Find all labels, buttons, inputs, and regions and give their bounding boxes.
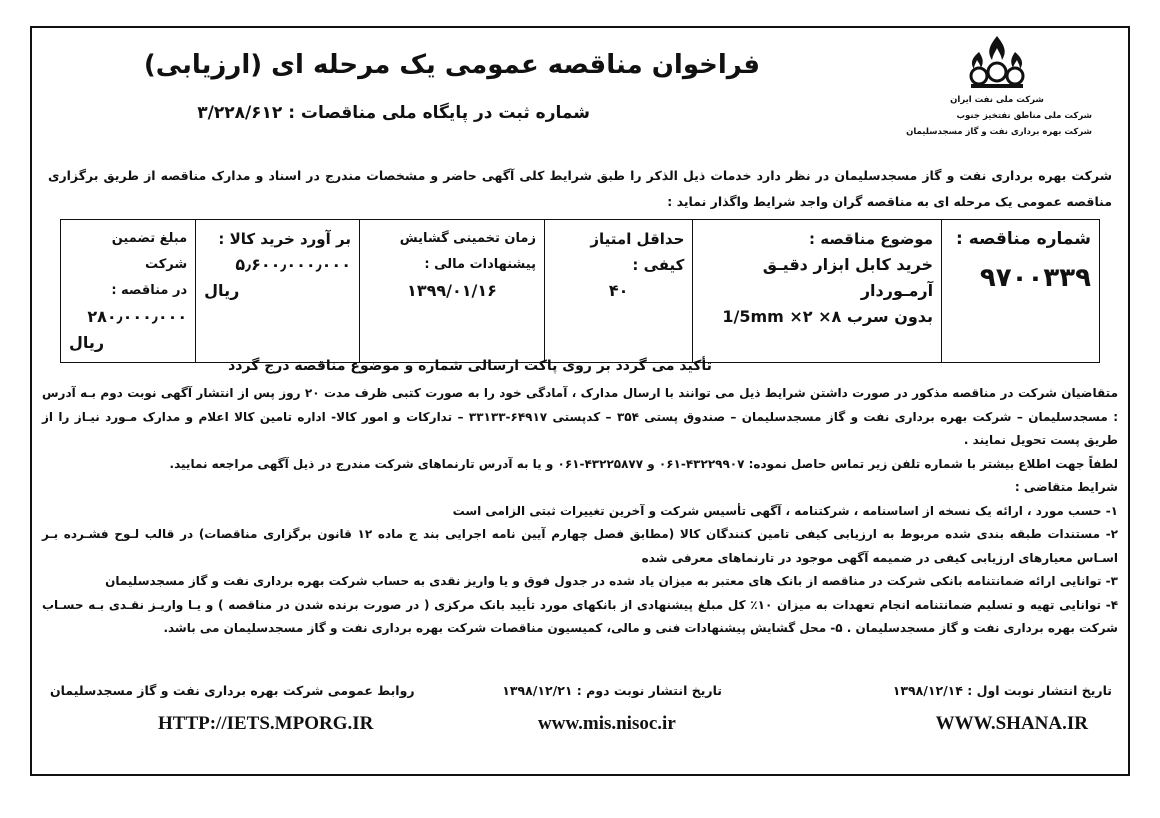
min-score-cell	[544, 220, 692, 363]
publication-dates	[50, 683, 1112, 707]
logo-caption-nioc: شرکت ملی نفت ایران	[950, 95, 1044, 105]
opening-label-2: پیشنهادات مالی :	[424, 257, 536, 272]
second-publication-date: تاریخ انتشار نوبت دوم : ۱۳۹۸/۱۲/۲۱	[502, 683, 722, 698]
estimate-label: بر آورد خرید کالا :	[218, 230, 351, 248]
applicants-paragraph: متقاضیان شرکت در مناقصه مذکور در صورت داشتن شرایط ذیل می توانند با ارسال مدارک ، آمادگی خود را به صورت کتبی ظرف مدت ۲۰ روز پس از انتشار آگهی نوبت دوم بـه آدرس : مسجدسلیمان – شرکت بهره برداری نفت و گاز مسجدسلیمان – صندوق پستی ۳۵۴ – کدپستی ۶۴۹۱۷-۳۳۱۳۳ – تدارکات و امور کالا- اداره تامین کالا اعلام و مدارک مـورد نیـاز را از طریق پست تحویل نمایند .	[42, 386, 1119, 447]
first-publication-date: تاریخ انتشار نوبت اول : ۱۳۹۸/۱۲/۱۴	[892, 683, 1112, 698]
guarantee-unit: ریال	[69, 333, 105, 352]
table-row	[61, 220, 1100, 363]
condition-item: ۱- حسب مورد ، ارائه یک نسخه از اساسنامه ، شرکتنامه ، آگهی تأسیس شرکت و آخرین تغییرات ثبتی الزامی است	[452, 503, 1118, 518]
nioc-logo	[902, 32, 1092, 140]
envelope-note: تأکید می گردد بر روی پاکت ارسالی شماره و موضوع مناقصه درج گردد	[228, 358, 712, 374]
estimate-value: ۵٫۶۰۰٫۰۰۰٫۰۰۰	[235, 255, 351, 274]
min-score-label: حداقل امتیاز کیفی :	[590, 230, 685, 274]
condition-item: ۲- مستندات طبقه بندی شده مربوط به ارزیابی کیفی تامین کنندگان کالا (مطابق فصل چهارم آیین نامه اجرایی بند ج ماده ۱۲ قانون برگزاری مناقصات) در قالب لـوح فشـرده بـر اسـاس معیارهای ارزیابی کیفی در ضمیمه آگهی موجود در تارنماهای معرفی شده	[42, 527, 1118, 565]
min-score-value: ۴۰	[608, 281, 629, 300]
logo-caption-nisoc: شرکت ملی مناطق نفتخیز جنوب	[956, 111, 1092, 121]
tender-number-cell	[942, 220, 1100, 363]
opening-time-cell	[359, 220, 544, 363]
tender-number-value: ۹۷۰۰۳۳۹	[979, 263, 1091, 293]
estimate-unit: ریال	[204, 281, 240, 300]
conditions-title: شرایط متقاضی :	[1014, 480, 1118, 494]
tender-subject-cell	[693, 220, 942, 363]
notice-title: فراخوان مناقصه عمومی یک مرحله ای (ارزیابی)	[143, 50, 760, 80]
website-links	[50, 713, 1112, 743]
condition-item: ۴- توانایی تهیه و تسلیم ضمانتنامه انجام تعهدات به میزان ۱۰٪ کل مبلغ پیشنهادی از بانکهای مورد تأیید بانک مرکزی ( در صورت برنده شدن در مناقصه ) و یـا واریـز نقـدی بـه حسـاب شرکت بهره برداری نفت و گاز مسجدسلیمان . ۵- محل گشایش پیشنهادات فنی و مالی، کمیسیون مناقصات شرکت بهره برداری نفت و گاز مسجدسلیمان می باشد.	[42, 597, 1119, 635]
flame-logo-icon	[965, 32, 1029, 90]
tender-subject-line-1: خرید کابل ابزار دقیـق آرمـوردار	[762, 255, 934, 300]
tender-subject-line-2: بدون سرب 1/5mm ×۲ ×۸	[722, 307, 934, 326]
notice-body	[42, 382, 1118, 641]
tender-table	[60, 219, 1100, 363]
guarantee-label-2: در مناقصه :	[111, 283, 188, 298]
estimate-cell	[196, 220, 360, 363]
guarantee-value: ۲۸۰٫۰۰۰٫۰۰۰	[87, 307, 188, 326]
contact-paragraph: لطفاً جهت اطلاع بیشتر با شماره تلفن زیر تماس حاصل نموده: ۴۳۲۲۹۹۰۷-۰۶۱ و ۴۳۲۲۵۸۷۷-۰۶۱ و یا به آدرس تارنماهای شرکت مندرج در ذیل آگهی مراجعه نمایید.	[169, 456, 1118, 471]
condition-item: ۳- توانایی ارائه ضمانتنامه بانکی شرکت در مناقصه از بانک های معتبر به میزان یاد شده در جدول فوق و یا واریز نقدی به حساب شرکت بهره برداری نفت و گاز مسجدسلیمان	[105, 574, 1118, 588]
opening-date-value: ۱۳۹۹/۰۱/۱۶	[407, 281, 497, 300]
registration-number: شماره ثبت در پایگاه ملی مناقصات : ۳/۲۲۸/۶۱۲	[197, 103, 590, 123]
public-relations: روابط عمومی شرکت بهره برداری نفت و گاز مسجدسلیمان	[50, 683, 415, 698]
intro-paragraph: شرکت بهره برداری نفت و گاز مسجدسلیمان در نظر دارد خدمات ذیل الذکر را طبق شرایط کلی آگهی حاضر و مشخصات مندرج در اسناد و مدارک مناقصه از طریق برگزاری مناقصه عمومی یک مرحله ای به مناقصه گران واجد شرایط واگذار نماید :	[48, 168, 1112, 209]
nisoc-link[interactable]: www.mis.nisoc.ir	[538, 713, 676, 734]
tender-subject-label: موضوع مناقصه :	[809, 230, 934, 248]
guarantee-cell	[61, 220, 196, 363]
opening-label-1: زمان تخمینی گشایش	[399, 231, 536, 246]
shana-link[interactable]: WWW.SHANA.IR	[935, 713, 1088, 734]
guarantee-label-1: مبلغ تضمین شرکت	[111, 231, 188, 272]
iets-link[interactable]: HTTP://IETS.MPORG.IR	[158, 713, 374, 734]
logo-caption-company: شرکت بهره برداری نفت و گاز مسجدسلیمان	[906, 127, 1092, 137]
tender-number-label: شماره مناقصه :	[956, 229, 1091, 249]
